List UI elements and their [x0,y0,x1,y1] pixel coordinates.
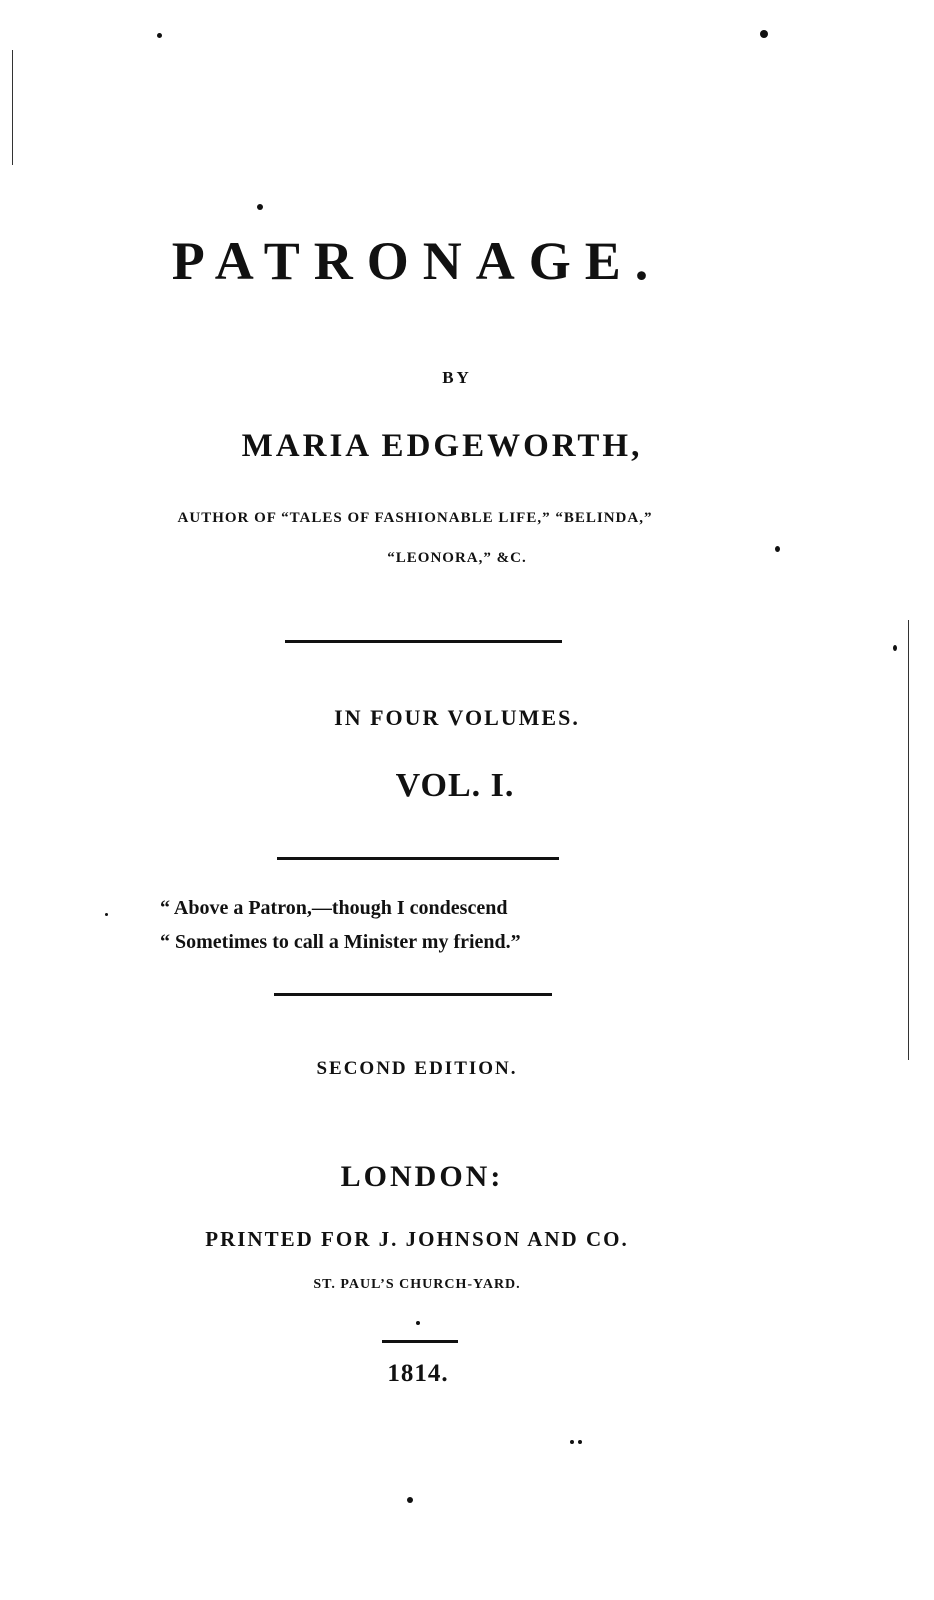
scan-speck [893,645,897,651]
edition-statement: SECOND EDITION. [316,1058,518,1079]
scan-speck [760,30,768,38]
scan-edge-right [908,620,909,1060]
book-title: PATRONAGE. [171,231,663,291]
publication-year: 1814. [387,1360,449,1387]
epigraph-line-2: “ Sometimes to call a Minister my friend.” [160,931,521,953]
epigraph-line-1: “ Above a Patron,—though I condescend [160,897,508,919]
scan-speck [407,1497,413,1503]
volume-number: VOL. I. [395,767,515,804]
scan-speck [578,1440,582,1444]
divider-rule [382,1340,458,1343]
scan-speck [416,1321,420,1325]
publication-place: LONDON: [340,1160,504,1193]
author-name: MARIA EDGEWORTH, [241,428,643,464]
author-credits-line-2: “LEONORA,” &C. [387,550,527,566]
scan-speck [105,913,108,916]
printer-statement: PRINTED FOR J. JOHNSON AND CO. [205,1227,629,1251]
printer-address: ST. PAUL’S CHURCH-YARD. [313,1277,521,1292]
scan-edge-left [12,50,13,165]
divider-rule [277,857,559,860]
scan-speck [157,33,162,38]
divider-rule [285,640,562,643]
divider-rule [274,993,552,996]
volume-count: IN FOUR VOLUMES. [334,705,580,730]
scan-speck [257,204,263,210]
author-credits-line-1: AUTHOR OF “TALES OF FASHIONABLE LIFE,” “BELINDA,” [177,510,653,526]
by-line: BY [442,368,472,387]
scan-speck [570,1440,574,1444]
